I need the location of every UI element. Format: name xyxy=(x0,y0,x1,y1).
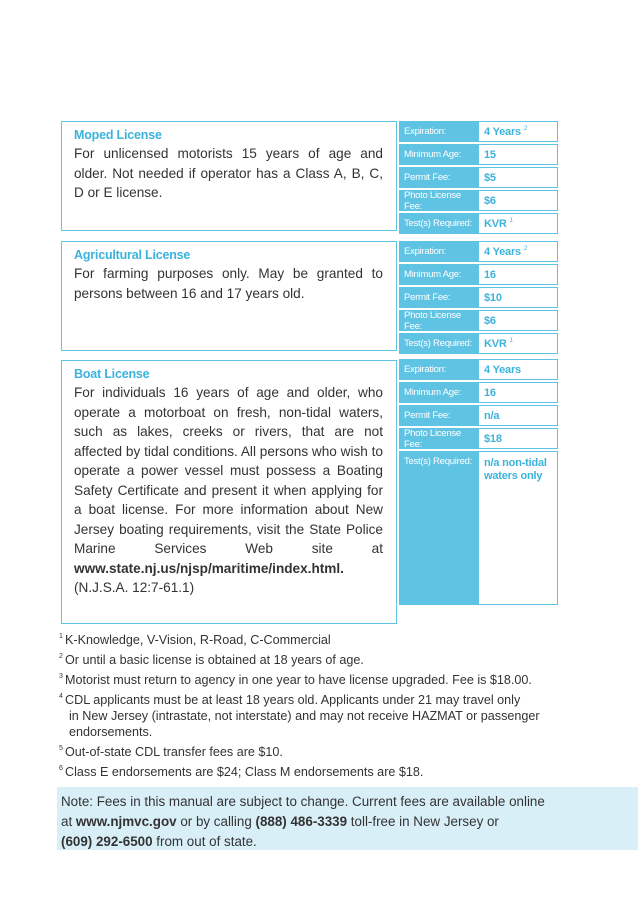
permit-fee-row xyxy=(399,405,558,426)
moped-license-card xyxy=(61,121,397,231)
tests-required-value: KVR $^1$ xyxy=(479,333,558,354)
minimum-age-value: 16 xyxy=(479,264,558,285)
agricultural-license-description: For farming purposes only. May be granted to persons between 16 and 17 years old. xyxy=(74,266,383,301)
toll-free-phone[interactable]: (888) 486-3339 xyxy=(255,814,348,829)
footnote-ref: 1 xyxy=(509,217,513,224)
footnote: 3 Motorist must return to agency in one year to have license upgraded. Fee is $18.00. xyxy=(59,673,532,687)
tests-required-row xyxy=(399,333,558,354)
permit-fee-value: n/a xyxy=(479,405,558,426)
note-line-1: Note: Fees in this manual are subject to change. Current fees are available online xyxy=(61,794,545,809)
tests-required-row xyxy=(399,213,558,234)
expiration-value: 4 Years xyxy=(479,359,558,380)
photo-license-fee-label: Photo License Fee: xyxy=(399,190,479,211)
minimum-age-label: Minimum Age: xyxy=(399,144,479,165)
tests-required-row xyxy=(399,451,558,605)
minimum-age-value: 16 xyxy=(479,382,558,403)
boat-license-info xyxy=(399,359,558,607)
permit-fee-value: $5 xyxy=(479,167,558,188)
boat-license-description: For individuals 16 years of age and older, who operate a motorboat on fresh, non-tidal waters, such as lakes, creeks or rivers, that are not affected by tidal conditions. All persons who wish to operate a power vessel must possess a Boating Safety Certificate and present it when applying for a boat license. For more information about New Jersey boating requirements, visit the State Police Marine Services Web site at www.state.nj.us/njsp/maritime/index.html. (N.J.S.A. 12:7-61.1) xyxy=(74,385,383,595)
photo-license-fee-value: $18 xyxy=(479,428,558,449)
photo-license-fee-value: $6 xyxy=(479,310,558,331)
tests-required-value: KVR $^1$ xyxy=(479,213,558,234)
footnote: 5 Out-of-state CDL transfer fees are $10. xyxy=(59,745,283,759)
photo-license-fee-row xyxy=(399,310,558,331)
minimum-age-row xyxy=(399,144,558,165)
expiration-row xyxy=(399,241,558,262)
note-line-2: at www.njmvc.gov or by calling (888) 486-3339 toll-free in New Jersey or xyxy=(61,814,499,829)
expiration-value: 4 Years $^2$ xyxy=(479,241,558,262)
out-of-state-phone[interactable]: (609) 292-6500 xyxy=(61,834,153,849)
agricultural-license-info xyxy=(399,241,558,356)
permit-fee-label: Permit Fee: xyxy=(399,405,479,426)
tests-required-label: Test(s) Required: xyxy=(399,333,479,354)
expiration-value: 4 Years $^2$ xyxy=(479,121,558,142)
minimum-age-value: 15 xyxy=(479,144,558,165)
photo-license-fee-label: Photo License Fee: xyxy=(399,310,479,331)
permit-fee-row xyxy=(399,287,558,308)
agricultural-license-card xyxy=(61,241,397,351)
minimum-age-label: Minimum Age: xyxy=(399,264,479,285)
website-link[interactable]: www.njmvc.gov xyxy=(75,814,177,829)
footnote: 6 Class E endorsements are $24; Class M endorsements are $18. xyxy=(59,765,424,779)
boat-license-card xyxy=(61,360,397,624)
expiration-row xyxy=(399,359,558,380)
fees-note xyxy=(57,787,638,850)
expiration-row xyxy=(399,121,558,142)
permit-fee-row xyxy=(399,167,558,188)
moped-license-description: For unlicensed motorists 15 years of age and older. Not needed if operator has a Class A, B, C, D or E license. xyxy=(74,146,383,200)
moped-license-title: Moped License xyxy=(74,128,162,142)
expiration-label: Expiration: xyxy=(399,359,479,380)
footnote-ref: 2 xyxy=(523,125,528,132)
marine-services-link[interactable]: www.state.nj.us/njsp/maritime/index.html. xyxy=(74,560,344,576)
footnote-ref: 1 xyxy=(509,337,513,344)
permit-fee-label: Permit Fee: xyxy=(399,287,479,308)
tests-required-value: n/a non-tidal waters only xyxy=(479,451,558,605)
note-line-3: (609) 292-6500 from out of state. xyxy=(61,834,257,849)
expiration-label: Expiration: xyxy=(399,121,479,142)
minimum-age-row xyxy=(399,382,558,403)
minimum-age-label: Minimum Age: xyxy=(399,382,479,403)
photo-license-fee-row xyxy=(399,428,558,449)
permit-fee-label: Permit Fee: xyxy=(399,167,479,188)
minimum-age-row xyxy=(399,264,558,285)
boat-license-title: Boat License xyxy=(74,367,150,381)
agricultural-license-title: Agricultural License xyxy=(74,248,191,262)
footnote-ref: 2 xyxy=(523,245,528,252)
photo-license-fee-row xyxy=(399,190,558,211)
photo-license-fee-label: Photo License Fee: xyxy=(399,428,479,449)
photo-license-fee-value: $6 xyxy=(479,190,558,211)
tests-required-label: Test(s) Required: xyxy=(399,213,479,234)
footnotes xyxy=(59,632,579,784)
footnote: 2 Or until a basic license is obtained at 18 years of age. xyxy=(59,653,364,667)
tests-required-label: Test(s) Required: xyxy=(399,451,479,605)
moped-license-info xyxy=(399,121,558,236)
footnote: 4 CDL applicants must be at least 18 years old. Applicants under 21 may travel only in New Jersey (intrastate, not interstate) and may not receive HAZMAT or passenger endorsements. xyxy=(59,693,540,739)
footnote: 1 K-Knowledge, V-Vision, R-Road, C-Commercial xyxy=(59,633,331,647)
permit-fee-value: $10 xyxy=(479,287,558,308)
expiration-label: Expiration: xyxy=(399,241,479,262)
